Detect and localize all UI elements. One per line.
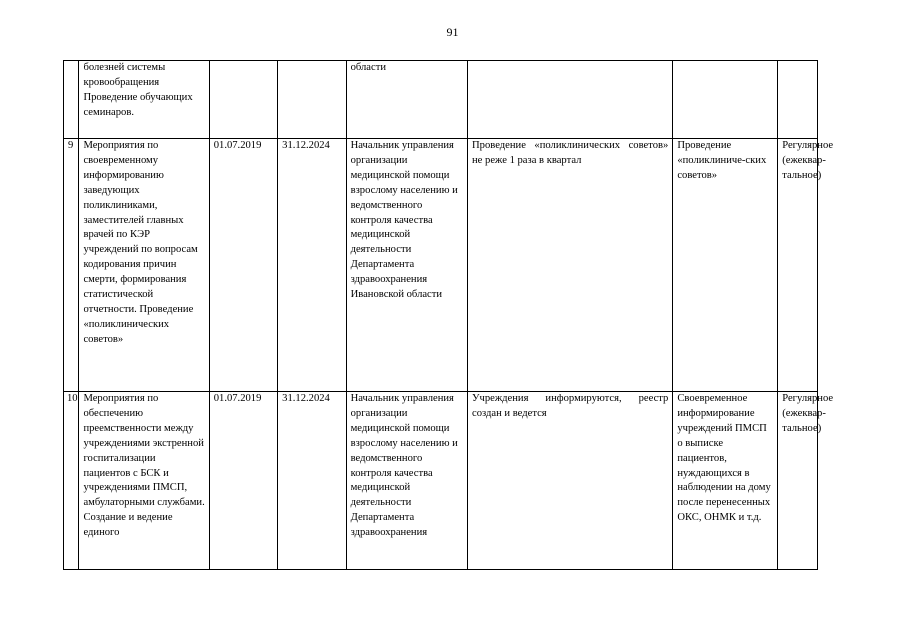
frequency-cell bbox=[778, 61, 818, 139]
start-date-cell: 01.07.2019 bbox=[209, 139, 277, 392]
indicator-cell: Проведение «поликлинических советов» не реже 1 раза в квартал bbox=[468, 139, 673, 392]
result-cell bbox=[673, 61, 778, 139]
indicator-cell: Учреждения информируются, реестр создан и ведется bbox=[468, 392, 673, 570]
activity-cell: Мероприятия по обеспечению преемственности между учреждениями экстренной госпитализации пациентов с БСК и учреждениями ПМСП, амбулаторными службами. Создание и ведение единого bbox=[79, 392, 209, 570]
responsible-cell: Начальник управления организации медицинской помощи взрослому населению и ведомственного контроля качества медицинской деятельности Департамента здравоохранения Ивановской области bbox=[346, 139, 467, 392]
activity-cell: болезней системы кровообращения Проведение обучающих семинаров. bbox=[79, 61, 209, 139]
frequency-cell: Регулярное (ежеквар-тальное) bbox=[778, 139, 818, 392]
frequency-cell: Регулярное (ежеквар-тальное) bbox=[778, 392, 818, 570]
end-date-cell: 31.12.2024 bbox=[278, 139, 346, 392]
table-row bbox=[64, 61, 818, 139]
result-cell: Проведение «поликлиниче-ских советов» bbox=[673, 139, 778, 392]
table-row bbox=[64, 139, 818, 392]
page-number: 91 bbox=[446, 25, 459, 39]
row-number-cell bbox=[64, 61, 79, 139]
start-date-cell: 01.07.2019 bbox=[209, 392, 277, 570]
end-date-cell bbox=[278, 61, 346, 139]
start-date-cell bbox=[209, 61, 277, 139]
action-plan-table bbox=[63, 60, 834, 570]
responsible-cell: Начальник управления организации медицинской помощи взрослому населению и ведомственного контроля качества медицинской деятельности Департамента здравоохранения bbox=[346, 392, 467, 570]
row-number-cell: 9 bbox=[64, 139, 79, 392]
row-number-cell: 10 bbox=[64, 392, 79, 570]
end-date-cell: 31.12.2024 bbox=[278, 392, 346, 570]
responsible-cell: области bbox=[346, 61, 467, 139]
indicator-cell bbox=[468, 61, 673, 139]
result-cell: Своевременное информирование учреждений ПМСП о выписке пациентов, нуждающихся в наблюдении на дому после перенесенных ОКС, ОНМК и т.д. bbox=[673, 392, 778, 570]
table-row bbox=[64, 392, 818, 570]
activity-cell: Мероприятия по своевременному информированию заведующих поликлиниками, заместителей главных врачей по КЭР учреждений по вопросам кодирования причин смерти, формирования статистической отчетности. Проведение «поликлинических советов» bbox=[79, 139, 209, 392]
